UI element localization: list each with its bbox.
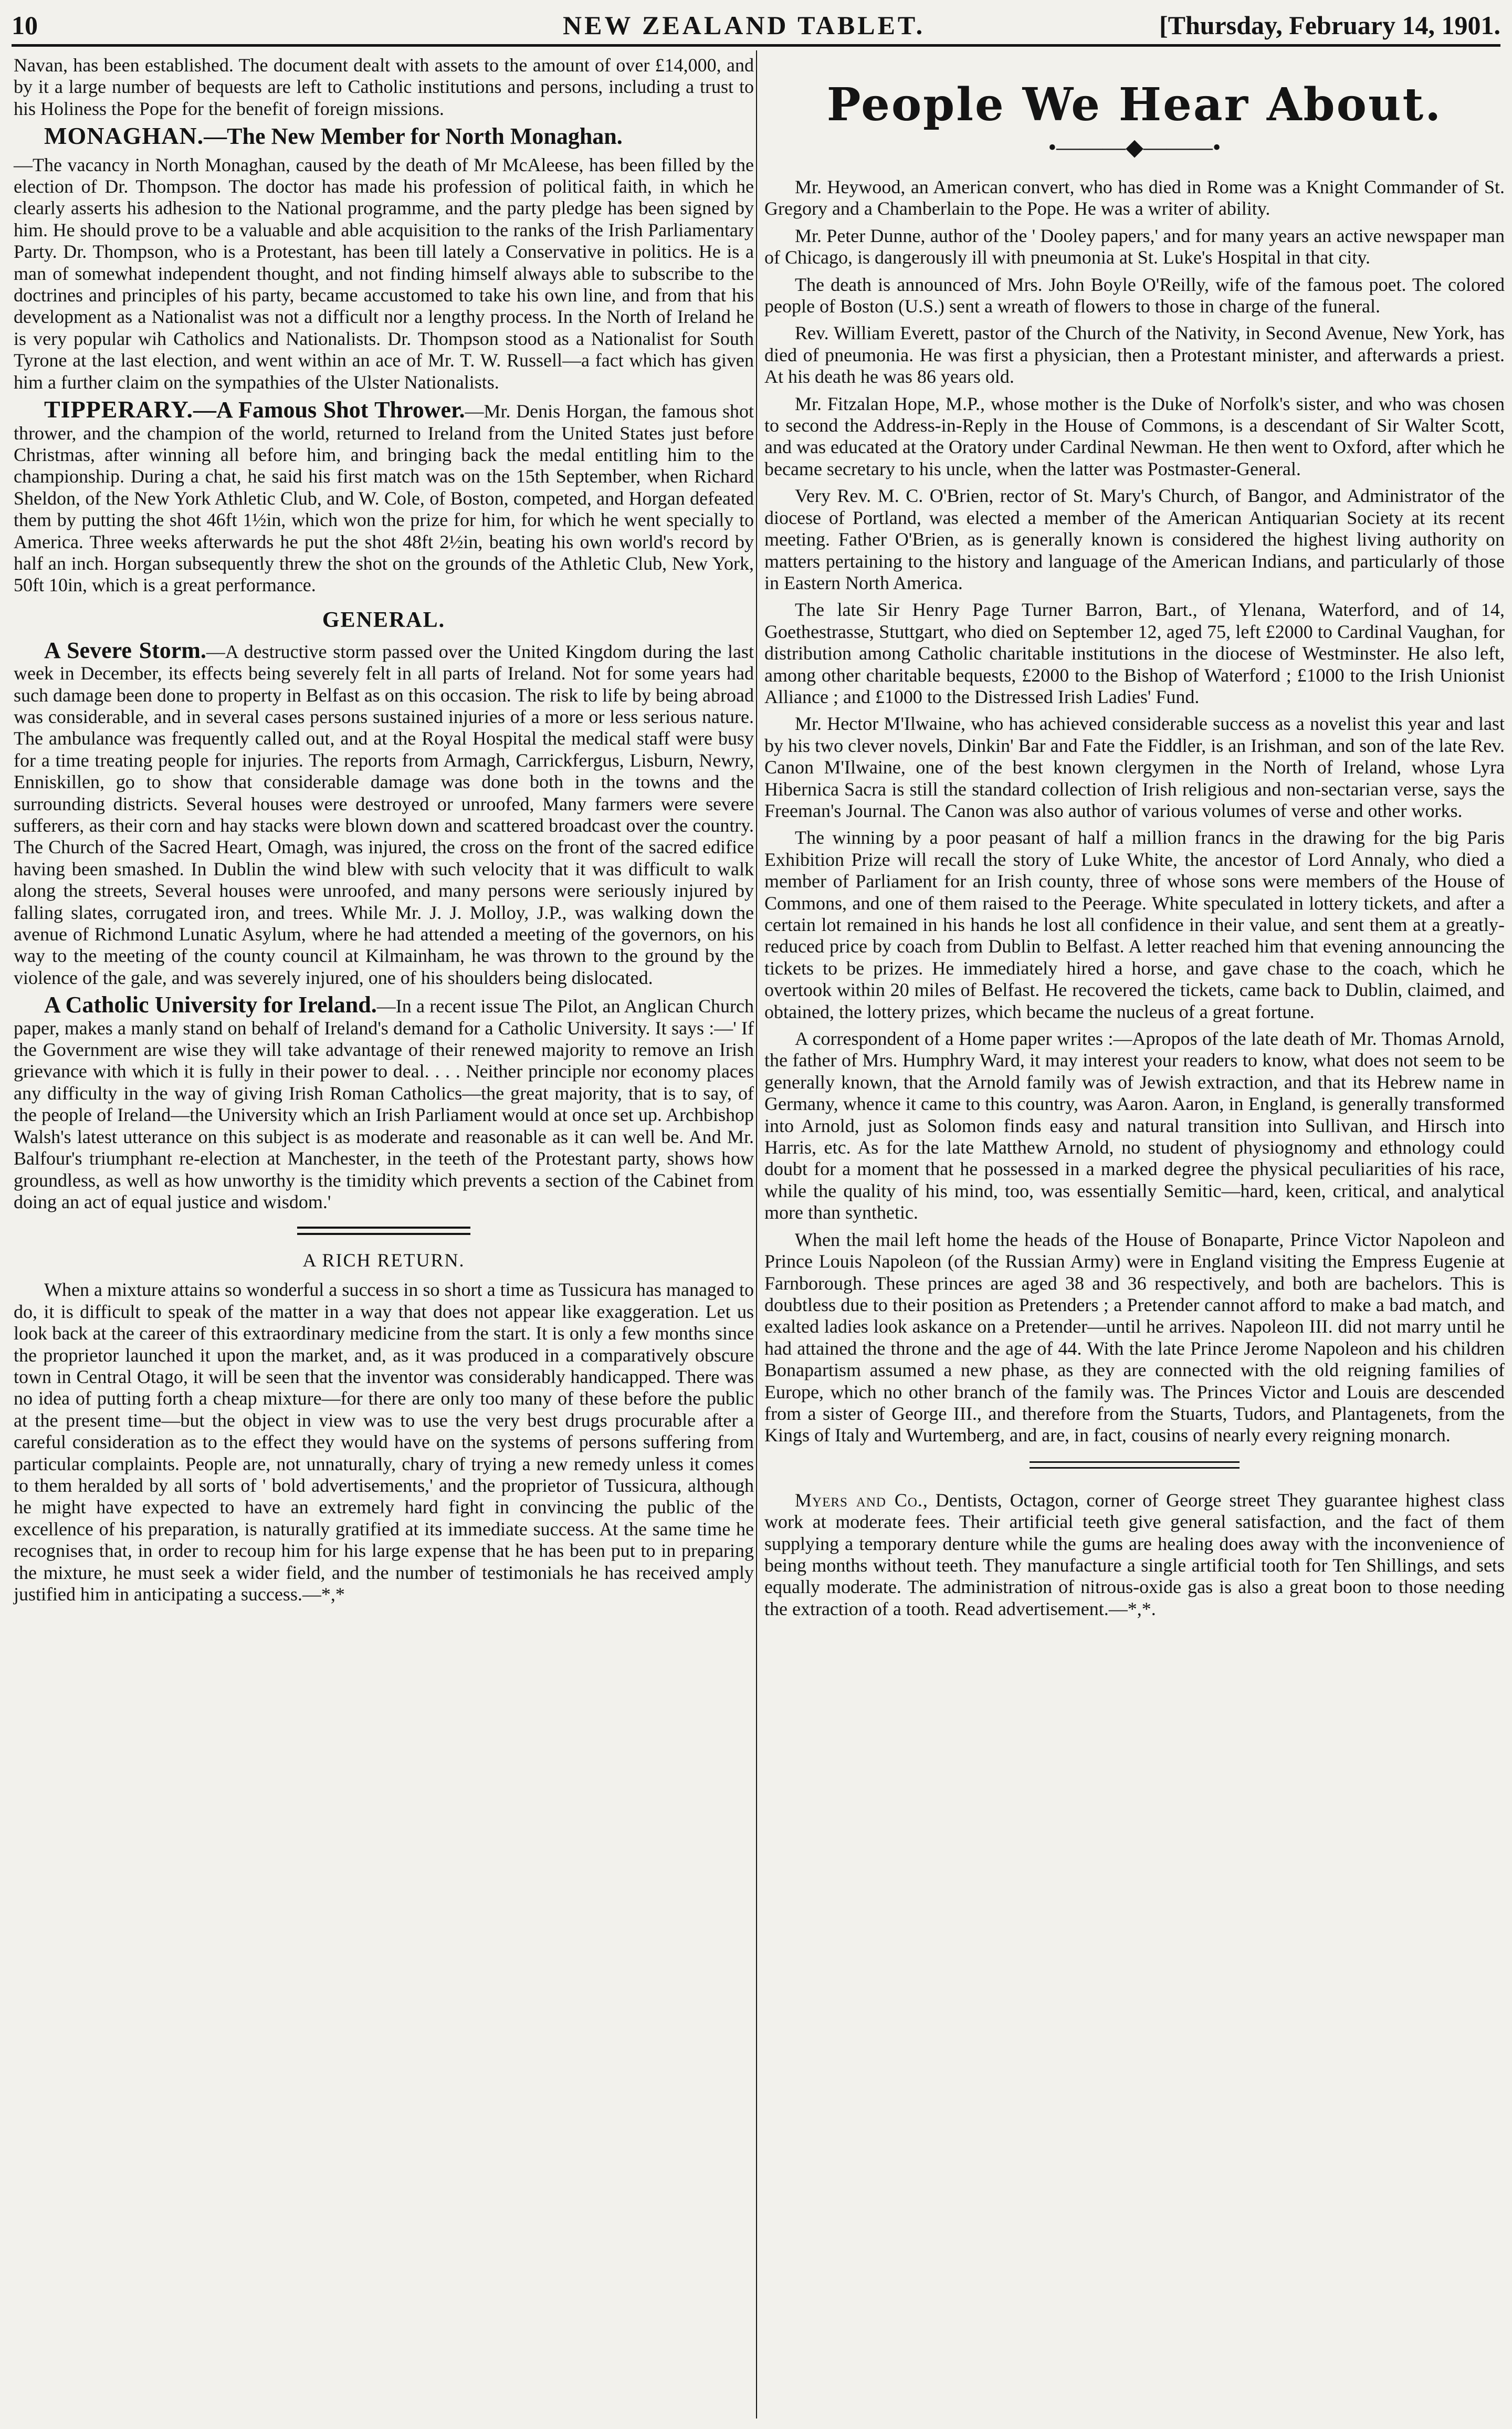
tipperary-heading: TIPPERARY. xyxy=(44,396,194,423)
issue-date: [Thursday, February 14, 1901. xyxy=(1159,11,1500,40)
advert-rule-top xyxy=(1030,1461,1240,1463)
section-divider xyxy=(297,1227,470,1235)
people-heading: People We Hear About. xyxy=(826,78,1443,131)
monaghan-heading: MONAGHAN. xyxy=(44,122,204,150)
storm-text: —A destructive storm passed over the United Kingdom during the last week in December, its effects being severely felt in all parts of Ireland. Not for some years had such damage been done to property in Belfast as on this occasion. The risk to life by being abroad was considerable, and in several cases persons sustained injuries of a more or less serious nature. The ambulance was frequently called out, and at the Royal Hospital the medical staff were busy for a time treating people for injuries. The reports from Armagh, Carrickfergus, Lisburn, Newry, Enniskillen, go to show that considerable damage was done both in the towns and the surrounding districts. Several houses were destroyed or unroofed, Many farmers were severe sufferers, as their corn and hay stacks were blown down and scattered broadcast over the country. The Church of the Sacred Heart, Omagh, was injured, the cross on the front of the sacred edifice having been smashed. In Dublin the wind blew with such velocity that it was difficult to walk along the streets, Several houses were unroofed, and many persons were seriously injured by falling slates, corrugated iron, and trees. While Mr. J. J. Molloy, J.P., was walking down the avenue of Richmond Lunatic Asylum, where he had attended a meeting of the governors, on his way to the meeting of the county council at Kilmainham, he was thrown to the ground by the violence of the gale, and was severely injured, one of his shoulders being dislocated. xyxy=(14,641,754,988)
monaghan-subheading: —The New Member for North Monaghan. xyxy=(204,123,623,150)
people-paragraph: Very Rev. M. C. O'Brien, rector of St. Mary's Church, of Bangor, and Administrator of the diocese of Portland, was elected a member of the American Antiquarian Society at its recent meeting. Father O'Brien, as is generally known is considered the highest living authority on matters pertaining to the history and language of the American Indians, and particularly of those in Eastern North America. xyxy=(764,485,1505,593)
people-paragraph: Mr. Hector M'Ilwaine, who has achieved considerable success as a novelist this year and last by his two clever novels, Dinkin' Bar and Fate the Fiddler, is an Irishman, and son of the late Rev. Canon M'Ilwaine, one of the best known clergymen in the North of Ireland, whose Lyra Hibernica Sacra is still the standard collection of Irish religious and non-sectarian verse, says the Freeman's Journal. The Canon was also author of various volumes of verse and other works. xyxy=(764,713,1505,821)
page-number: 10 xyxy=(12,11,38,40)
dentist-advertisement xyxy=(764,1490,1505,1620)
rich-return-heading: A RICH RETURN. xyxy=(302,1250,465,1271)
monaghan-text: —The vacancy in North Monaghan, caused by the death of Mr McAleese, has been filled by the election of Dr. Thompson. The doctor has made his profession of political faith, in which he clearly asserts his adhesion to the National programme, and the party pledge has been signed by him. He should prove to be a valuable and able acquisition to the ranks of the Irish Parliamentary Party. Dr. Thompson, who is a Protestant, has been till lately a Conservative in politics. He is a man of somewhat independent thought, and not finding himself always able to subscribe to the doctrines and principles of his party, became accustomed to take his own line, and from that his development as a Nationalist was not a difficult nor a lengthy process. In the North of Ireland he is very popular wih Catholics and Nationalists. Dr. Thompson stood as a Nationalist for South Tyrone at the last election, and went within an ace of Mr. T. W. Russell—a fact which has given him a further claim on the sympathies of the Ulster Nationalists. xyxy=(14,154,754,393)
publication-title: NEW ZEALAND TABLET. xyxy=(563,11,926,40)
university-heading: A Catholic University for Ireland. xyxy=(44,992,377,1018)
storm-heading: A Severe Storm. xyxy=(44,637,206,663)
rich-return-text: When a mixture attains so wonderful a success in so short a time as Tussicura has managed to do, it is difficult to speak of the matter in a way that does not appear like exaggeration. Let us look back at the career of this extraordinary medicine from the start. It is only a few months since the proprietor launched it upon the market, and, as it was produced in a comparatively obscure town in Central Otago, it will be seen that the inventor was considerably handicapped. There was no idea of putting forth a cheap mixture—for there are only too many of these before the public at the present time—but the object in view was to use the very best drugs procurable after a careful consideration as to the effect they would have on the systems of persons suffering from particular complaints. People are, not unnaturally, chary of trying a new remedy unless it comes to them heralded by all sorts of ' bold advertisements,' and the proprietor of Tussicura, although he might have expected to have an extremely hard fight in convincing the public of the excellence of his preparation, is naturally gratified at its immediate success. At the same time he recognises that, in order to recoup him for his large expense that he has been put to in preparing the mixture, he must seek a wider field, and the number of testimonials he has received amply justified him in anticipating a success.—*,* xyxy=(14,1279,754,1605)
people-paragraph: Mr. Fitzalan Hope, M.P., whose mother is the Duke of Norfolk's sister, and who was chosen to second the Address-in-Reply in the House of Commons, is a descendant of Sir Walter Scott, and was educated at the Oratory under Cardinal Newman. He then went to Oxford, after which he became secretary to his uncle, when the latter was Postmaster-General. xyxy=(764,393,1505,479)
university-text: —In a recent issue The Pilot, an Anglican Church paper, makes a manly stand on behalf of Ireland's demand for a Catholic University. It says :—' If the Government are wise they will take advantage of their renewed majority to remove an Irish grievance with which it is fully in their power to deal. . . . Neither principle nor economy places any difficulty in the way of giving Irish Roman Catholics—the great majority, that is to say, of the people of Ireland—the University which an Irish Parliament would at once set up. Archbishop Walsh's latest utterance on this subject is as moderate and reasonable as it can well be. And Mr. Balfour's triumphant re-election at Manchester, in the teeth of the Protestant party, shows how groundless, as well as how unworthy is the timidity which prevents a section of the Cabinet from doing an act of equal justice and wisdom.' xyxy=(14,996,754,1212)
people-paragraph: When the mail left home the heads of the House of Bonaparte, Prince Victor Napoleon and Prince Louis Napoleon (of the Russian Army) were in England visiting the Empress Eugenie at Farnborough. These princes are aged 38 and 36 respectively, and both are bachelors. This is doubtless due to their position as Pretenders ; a Pretender cannot afford to make a bad match, and exalted ladies look askance on a Pretender—until he arrives. Napoleon III. did not marry until he had attained the throne and the age of 44. With the late Prince Jerome Napoleon and his children Bonapartism assumed a new phase, as they are connected with the old reigning families of Europe, which no other branch of the family was. The Princes Victor and Louis are descended from a sister of George III., and therefore from the Stuarts, Tudors, and Plantagenets, from the Kings of Italy and Wurtemberg, and are, in fact, cousins of nearly every reigning monarch. xyxy=(764,1229,1505,1446)
advert-rule-bottom xyxy=(1030,1467,1240,1469)
left-column xyxy=(14,55,754,1610)
right-column xyxy=(764,79,1505,1625)
masthead xyxy=(12,7,1500,47)
intro-paragraph: Navan, has been established. The document dealt with assets to the amount of over £14,000, and by it a large number of bequests are left to Catholic institutions and persons, including a trust to his Holiness the Pope for the benefit of foreign missions. xyxy=(14,55,754,119)
tipperary-text: —Mr. Denis Horgan, the famous shot thrower, and the champion of the world, returned to Ireland from the United States just before Christmas, after winning all before him, and bringing back the medal entitling him to the championship. During a chat, he said his first match was on the 15th September, when Richard Sheldon, of the New York Athletic Club, and W. Cole, of Boston, competed, and Horgan defeated them by putting the shot 46ft 1½in, which won the prize for him, for which he went specially to America. Three weeks afterwards he put the shot 48ft 2½in, beating his own world's record by half an inch. Horgan subsequently threw the shot on the grounds of the Athletic Club, New York, 50ft 10in, which is a great performance. xyxy=(14,401,754,596)
people-paragraph: A correspondent of a Home paper writes :—Apropos of the late death of Mr. Thomas Arnold, the father of Mrs. Humphry Ward, it may interest your readers to know, what does not seem to be generally known, that the Arnold family was of Jewish extraction, and that its Hebrew name in Germany, whence it came to this country, was Aaron. Aaron, in England, is generally transformed into Arnold, just as Solomon finds easy and natural transition into Sullivan, and Hirsch into Harris, etc. As for the late Matthew Arnold, no student of physiognomy and ethnology could doubt for a moment that he possessed in a marked degree the physical peculiarities of his race, while the quality of his mind, too, was essentially Semitic—hard, keen, critical, and analytical more than synthetic. xyxy=(764,1028,1505,1223)
advert-text: , Dentists, Octagon, corner of George street They guarantee highest class work at moderate fees. Their artificial teeth give general satisfaction, and the fact of them supplying a temporary denture while the gums are healing does away with the inconvenience of being months without teeth. They manufacture a single artificial tooth for Ten Shillings, and sets equally moderate. The administration of nitrous-oxide gas is also a great boon to those needing the extraction of a tooth. Read advertisement.—*,*. xyxy=(764,1489,1505,1619)
advert-name: Myers and Co. xyxy=(795,1489,923,1511)
monaghan-item xyxy=(14,122,754,150)
tipperary-item xyxy=(14,396,754,596)
people-paragraph: The late Sir Henry Page Turner Barron, Bart., of Ylenana, Waterford, and of 14, Goethestrasse, Stuttgart, who died on September 12, aged 75, left £2000 to Cardinal Vaughan, for distribution among Catholic charitable institutions in the diocese of Westminster. He also left, among other charitable bequests, £2000 to the Bishop of Waterford ; £1000 to the Irish Unionist Alliance ; and £1000 to the Distressed Irish Ladies' Fund. xyxy=(764,599,1505,707)
people-paragraph: Mr. Peter Dunne, author of the ' Dooley papers,' and for many years an active newspaper man of Chicago, is dangerously ill with pneumonia at St. Luke's Hospital in that city. xyxy=(764,225,1505,268)
tipperary-subheading: —A Famous Shot Thrower. xyxy=(193,397,465,423)
university-item xyxy=(14,994,754,1213)
column-divider xyxy=(756,50,757,2418)
ornament-divider: •———◆———• xyxy=(1048,134,1221,160)
storm-item xyxy=(14,637,754,989)
people-paragraph: Mr. Heywood, an American convert, who has died in Rome was a Knight Commander of St. Gregory and a Chamberlain to the Pope. He was a writer of ability. xyxy=(764,176,1505,219)
people-paragraph: The death is announced of Mrs. John Boyle O'Reilly, wife of the famous poet. The colored people of Boston (U.S.) sent a wreath of flowers to those in charge of the funeral. xyxy=(764,274,1505,317)
people-paragraph: The winning by a poor peasant of half a million francs in the drawing for the big Paris Exhibition Prize will recall the story of Luke White, the ancestor of Lord Annaly, who died a member of Parliament for an Irish county, three of whose sons were members of the House of Commons, and one of them raised to the Peerage. White speculated in lottery tickets, and after a certain lot remained in his hands he lost all confidence in their value, and sent them at a greatly-reduced price by coach from Dublin to Belfast. A letter reached him that evening announcing the tickets to be prizes. He immediately hired a horse, and gave chase to the coach, which he overtook within 20 miles of Belfast. He recovered the tickets, came back to Dublin, claimed, and obtained, the lottery prizes, which became the nucleus of a great fortune. xyxy=(764,827,1505,1022)
advert-paragraph xyxy=(764,1490,1505,1620)
people-paragraph: Rev. William Everett, pastor of the Church of the Nativity, in Second Avenue, New York, has died of pneumonia. He was first a physician, then a Protestant minister, and afterwards a priest. At his death he was 86 years old. xyxy=(764,322,1505,388)
general-heading: GENERAL. xyxy=(322,608,446,632)
